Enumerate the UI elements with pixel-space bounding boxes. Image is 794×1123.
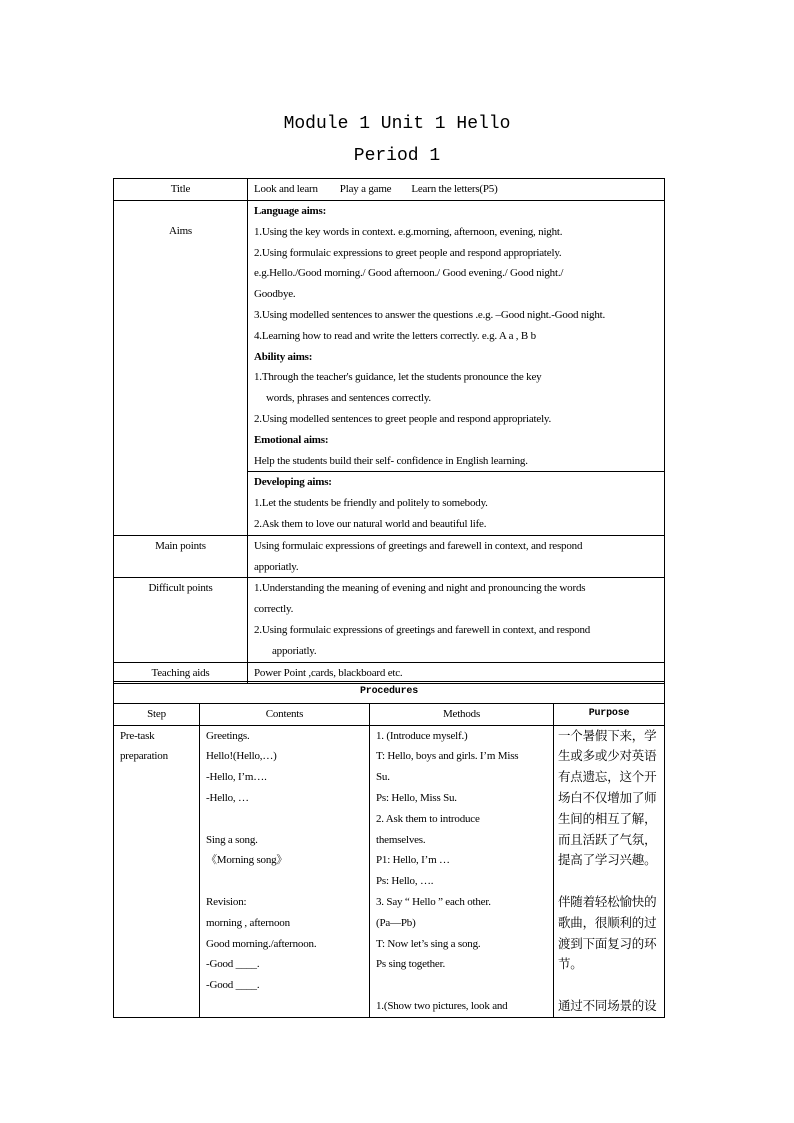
- step-line: Pre-task: [120, 729, 155, 742]
- teaching-aids-value: Power Point ,cards, blackboard etc.: [248, 662, 665, 684]
- contents-line: 《Morning song》: [206, 854, 288, 867]
- aim-line: 2.Ask them to love our natural world and beautiful life.: [254, 517, 487, 530]
- column-header-step: Step: [114, 703, 200, 725]
- methods-line: [376, 975, 547, 996]
- row-label: Teaching aids: [114, 662, 248, 684]
- aim-line: 4.Learning how to read and write the letters correctly. e.g. A a , B b: [254, 329, 536, 342]
- title-value: [248, 179, 665, 201]
- contents-line: [206, 809, 363, 830]
- column-header-contents: Contents: [200, 703, 370, 725]
- purpose-line: [558, 871, 660, 892]
- column-header-purpose: Purpose: [554, 703, 665, 725]
- purpose-line: 伴随着轻松愉快的: [558, 894, 657, 909]
- title-row: [114, 179, 665, 201]
- methods-line: themselves.: [376, 833, 426, 846]
- step-line: preparation: [120, 750, 168, 763]
- document-title: Module 1 Unit 1 Hello: [283, 114, 511, 134]
- aim-line: 2.Using modelled sentences to greet people and respond appropriately.: [254, 412, 552, 425]
- purpose-line: 生或多或少对英语: [558, 749, 657, 764]
- aim-line: Goodbye.: [254, 288, 296, 301]
- text-line: apporiatly.: [272, 644, 317, 657]
- text-line: apporiatly.: [254, 560, 299, 573]
- methods-line: P1: Hello, I’m …: [376, 854, 450, 867]
- aim-line: 3.Using modelled sentences to answer the questions .e.g. –Good night.-Good night.: [254, 308, 606, 321]
- title-item: Look and learn: [254, 183, 318, 195]
- section-heading: Language aims:: [254, 205, 327, 217]
- row-label: Main points: [114, 535, 248, 578]
- purpose-line: [558, 975, 660, 996]
- procedures-header-row: [114, 703, 665, 725]
- methods-line: 1. (Introduce myself.): [376, 729, 468, 742]
- purpose-line: 渡到下面复习的环: [558, 936, 657, 951]
- purpose-line: 节。: [558, 957, 583, 972]
- contents-line: -Good ____.: [206, 958, 260, 971]
- contents-line: Hello!(Hello,…): [206, 750, 277, 763]
- methods-line: Ps sing together.: [376, 958, 446, 971]
- row-label: Difficult points: [114, 578, 248, 662]
- main-points-cell: [248, 535, 665, 578]
- difficult-points-cell: [248, 578, 665, 662]
- lesson-info-table: [113, 178, 665, 684]
- aim-line: e.g.Hello./Good morning./ Good afternoon./ Good evening./ Good night./: [254, 267, 564, 280]
- section-heading: Developing aims:: [254, 476, 332, 489]
- section-heading: Emotional aims:: [254, 433, 329, 446]
- section-heading: Ability aims:: [254, 350, 313, 363]
- purpose-line: 通过不同场景的设: [558, 998, 657, 1013]
- contents-line: -Good ____.: [206, 979, 260, 992]
- procedures-heading: Procedures: [114, 682, 665, 704]
- aims-label: Aims: [168, 225, 193, 237]
- methods-line: 2. Ask them to introduce: [376, 812, 480, 825]
- purpose-line: 生间的相互了解，: [558, 811, 657, 826]
- contents-line: -Hello, …: [206, 791, 249, 804]
- methods-cell: [370, 725, 554, 1017]
- aims-row: [114, 201, 665, 472]
- methods-line: (Pa—Pb): [376, 916, 416, 929]
- aim-line: words, phrases and sentences correctly.: [266, 392, 431, 405]
- step-cell: [114, 725, 200, 1017]
- aim-line: 1.Through the teacher's guidance, let the students pronounce the key: [254, 371, 542, 384]
- contents-line: [206, 871, 363, 892]
- methods-line: Ps: Hello, Miss Su.: [376, 791, 457, 804]
- purpose-line: 一个暑假下来，学: [558, 728, 657, 743]
- purpose-line: 提高了学习兴趣。: [558, 853, 657, 868]
- title-item: Learn the letters(P5): [411, 183, 498, 195]
- contents-line: Sing a song.: [206, 833, 258, 846]
- aims-cell: [248, 201, 665, 472]
- text-line: Using formulaic expressions of greetings and farewell in context, and respond: [254, 539, 583, 552]
- procedure-row: [114, 725, 665, 1017]
- contents-line: morning , afternoon: [206, 916, 290, 929]
- row-label: [114, 201, 248, 536]
- procedures-table: [113, 681, 665, 1018]
- methods-line: T: Now let’s sing a song.: [376, 937, 481, 950]
- procedures-heading-row: [114, 682, 665, 704]
- period-heading: Period 1: [353, 146, 441, 166]
- methods-line: Su.: [376, 771, 390, 784]
- column-header-methods: Methods: [370, 703, 554, 725]
- methods-line: Ps: Hello, ….: [376, 875, 434, 888]
- difficult-points-row: [114, 578, 665, 662]
- methods-line: 3. Say “ Hello ” each other.: [376, 895, 491, 908]
- contents-line: Revision:: [206, 895, 247, 908]
- methods-line: T: Hello, boys and girls. I’m Miss: [376, 750, 519, 763]
- aim-line: Help the students build their self- confidence in English learning.: [254, 454, 528, 467]
- aim-line: 1.Let the students be friendly and politely to somebody.: [254, 497, 488, 510]
- row-label: Title: [114, 179, 248, 201]
- contents-line: Good morning./afternoon.: [206, 937, 317, 950]
- text-line: 1.Understanding the meaning of evening and night and pronouncing the words: [254, 582, 586, 595]
- text-line: 2.Using formulaic expressions of greetings and farewell in context, and respond: [254, 623, 591, 636]
- contents-cell: [200, 725, 370, 1017]
- contents-line: -Hello, I’m….: [206, 771, 267, 784]
- developing-cell: [248, 472, 665, 535]
- aim-line: 1.Using the key words in context. e.g.morning, afternoon, evening, night.: [254, 225, 563, 238]
- purpose-line: 而且活跃了气氛，: [558, 832, 657, 847]
- purpose-line: 有点遗忘，这个开: [558, 770, 657, 785]
- title-item: Play a game: [339, 183, 392, 195]
- main-points-row: [114, 535, 665, 578]
- purpose-line: 场白不仅增加了师: [558, 790, 657, 805]
- text-line: correctly.: [254, 603, 294, 616]
- contents-line: Greetings.: [206, 729, 250, 742]
- purpose-line: 歌曲，很顺利的过: [558, 915, 657, 930]
- methods-line: 1.(Show two pictures, look and: [376, 999, 508, 1012]
- aim-line: 2.Using formulaic expressions to greet people and respond appropriately.: [254, 246, 562, 259]
- purpose-cell: [554, 725, 665, 1017]
